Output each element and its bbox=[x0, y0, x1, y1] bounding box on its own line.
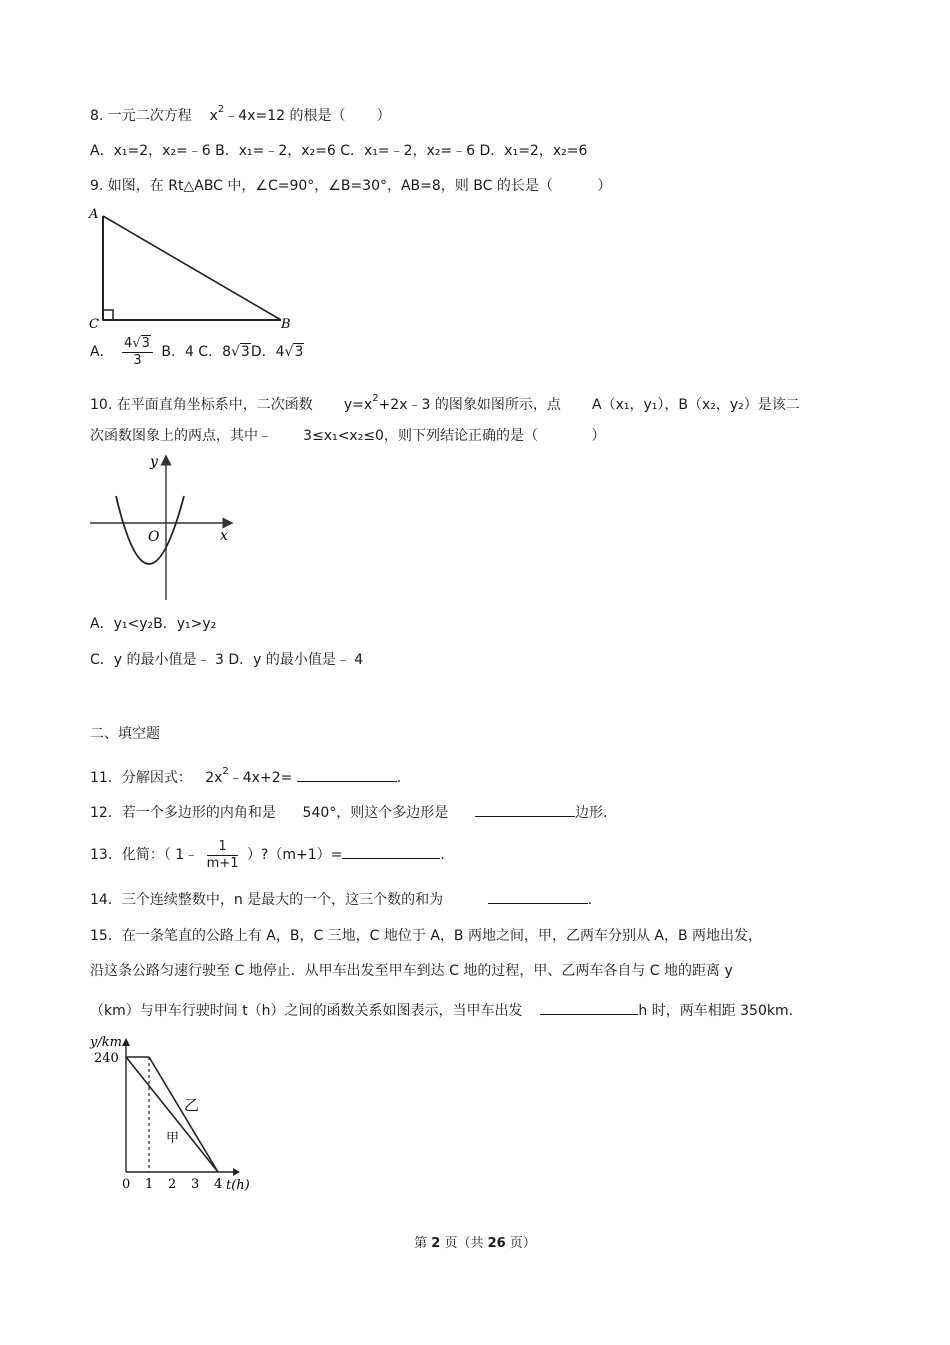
vertex-a-label: A bbox=[89, 207, 99, 222]
total-pages: 26 bbox=[487, 1236, 506, 1251]
q10-parabola-figure bbox=[88, 450, 248, 605]
q15-distance-time-graph bbox=[88, 1032, 258, 1197]
tick-label-2: 2 bbox=[168, 1177, 177, 1192]
q8-stem: 8. 一元二次方程 $x^2﹣4x=12$ 的根是（ ） bbox=[90, 104, 391, 124]
q10-options-ab: A．y₁<y₂B．y₁>y₂ bbox=[90, 616, 217, 632]
label-yi: 乙 bbox=[184, 1096, 200, 1114]
q11: 11．分解因式： $2x^2﹣4x+2=$ . bbox=[90, 766, 402, 786]
tick-label-1: 1 bbox=[145, 1177, 154, 1192]
q13-answer-blank[interactable] bbox=[342, 844, 440, 859]
tick-label-0: 0 bbox=[122, 1177, 131, 1192]
q9-options: A． $\frac{4√3}{3}$ B．4 C．8√3D．4√3 bbox=[90, 335, 304, 368]
q13-fraction: $\frac{1}{m+1}$ bbox=[206, 838, 239, 871]
origin-label: O bbox=[148, 529, 160, 545]
q10-line1: 10. 在平面直角坐标系中，二次函数 $y=x^2+2x﹣3$ 的图象如图所示，点 A（x₁，y₁），B（x₂，y₂）是该二 bbox=[90, 393, 800, 413]
line-yi bbox=[126, 1057, 218, 1172]
vertex-b-label: B bbox=[281, 317, 291, 330]
graph-y240-label: 240 bbox=[94, 1051, 119, 1066]
q10-line2: 次函数图象上的两点，其中﹣ 3≤x₁<x₂≤0，则下列结论正确的是（ ） bbox=[90, 428, 606, 444]
q8-options: A．x₁=2，x₂=﹣6 B．x₁=﹣2，x₂=6 C．x₁=﹣2，x₂=﹣6 D．x₁=2，x₂=6 bbox=[90, 143, 588, 159]
q14: 14．三个连续整数中，n 是最大的一个，这三个数的和为 . bbox=[90, 889, 592, 909]
q15-answer-blank[interactable] bbox=[540, 1000, 638, 1015]
graph-y-label: y/km bbox=[90, 1035, 122, 1050]
right-angle-mark bbox=[103, 310, 113, 320]
tick-label-4: 4 bbox=[214, 1177, 223, 1192]
line-jia-descent bbox=[149, 1057, 218, 1172]
q12-answer-blank[interactable] bbox=[475, 802, 575, 817]
page-number: 2 bbox=[431, 1236, 441, 1251]
q11-answer-blank[interactable] bbox=[297, 767, 397, 782]
q13: 13．化简：（ 1﹣ $\frac{1}{m+1}$ ）?（m+1）= . bbox=[90, 838, 445, 871]
q9-stem: 9. 如图，在 Rt△ABC 中，∠C=90°，∠B=30°，AB=8，则 BC 的长是（ ） bbox=[90, 178, 612, 194]
graph-x-label: t(h) bbox=[226, 1178, 250, 1193]
y-axis-arrow bbox=[122, 1038, 130, 1046]
label-jia: 甲 bbox=[166, 1131, 180, 1146]
q14-answer-blank[interactable] bbox=[488, 889, 588, 904]
q10-options-cd: C．y 的最小值是﹣ 3 D．y 的最小值是﹣ 4 bbox=[90, 652, 364, 668]
side-ab bbox=[103, 216, 281, 320]
x-axis-label: x bbox=[220, 528, 228, 544]
q15-line3: （km）与甲车行驶时间 t（h）之间的函数关系如图表示，当甲车出发 h 时，两车相距 350km． bbox=[90, 1000, 803, 1020]
vertex-c-label: C bbox=[89, 317, 99, 330]
q15-line1: 15．在一条笔直的公路上有 A，B，C 三地，C 地位于 A，B 两地之间，甲，乙两车分别从 A，B 两地出发， bbox=[90, 928, 763, 944]
q15-line2: 沿这条公路匀速行驶至 C 地停止．从甲车出发至甲车到达 C 地的过程，甲、乙两车各自与 C 地的距离 y bbox=[90, 963, 733, 979]
q9-triangle-figure bbox=[85, 200, 300, 330]
y-axis-label: y bbox=[150, 454, 158, 470]
tick-label-3: 3 bbox=[191, 1177, 200, 1192]
q12: 12．若一个多边形的内角和是 540°，则这个多边形是 边形. bbox=[90, 802, 607, 822]
option-a-fraction: $\frac{4√3}{3}$ bbox=[122, 336, 153, 369]
x-axis-arrow bbox=[233, 1168, 240, 1176]
page-footer: 第 2 页（共 26 页） bbox=[414, 1236, 536, 1251]
section-title-fill-blanks: 二、填空题 bbox=[90, 726, 160, 742]
